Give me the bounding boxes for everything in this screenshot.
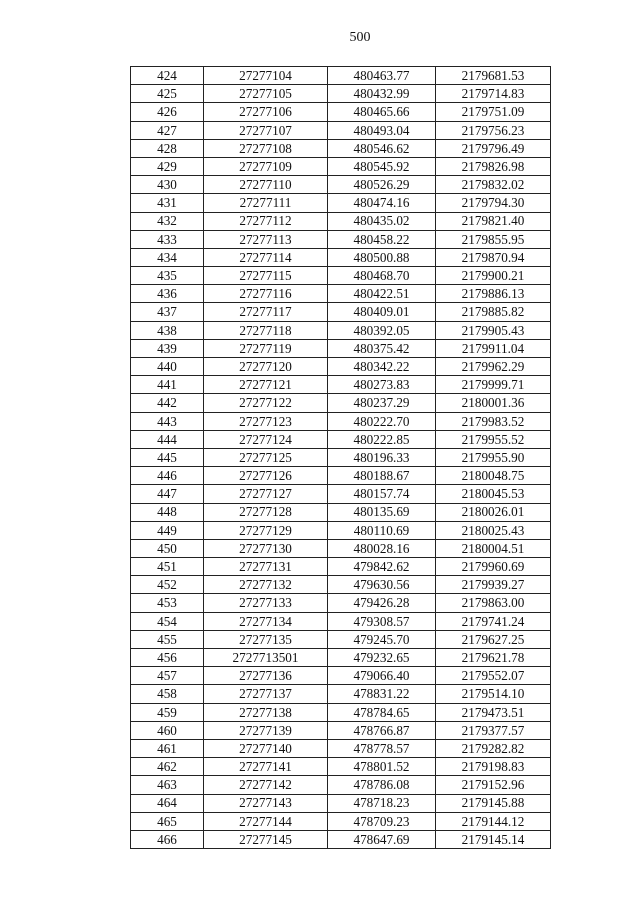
row-index-cell: 458 xyxy=(131,685,204,703)
point-id-cell: 27277125 xyxy=(204,448,328,466)
table-row xyxy=(131,267,551,285)
y-coordinate-cell: 2179870.94 xyxy=(436,248,551,266)
y-coordinate-cell: 2179198.83 xyxy=(436,758,551,776)
row-index-cell: 465 xyxy=(131,812,204,830)
row-index-cell: 457 xyxy=(131,667,204,685)
point-id-cell: 27277130 xyxy=(204,539,328,557)
y-coordinate-cell: 2179905.43 xyxy=(436,321,551,339)
table-row xyxy=(131,358,551,376)
x-coordinate-cell: 480546.62 xyxy=(328,139,436,157)
table-row xyxy=(131,412,551,430)
point-id-cell: 27277116 xyxy=(204,285,328,303)
x-coordinate-cell: 480188.67 xyxy=(328,467,436,485)
y-coordinate-cell: 2179552.07 xyxy=(436,667,551,685)
row-index-cell: 451 xyxy=(131,558,204,576)
table-row xyxy=(131,103,551,121)
x-coordinate-cell: 478778.57 xyxy=(328,739,436,757)
x-coordinate-cell: 480545.92 xyxy=(328,157,436,175)
x-coordinate-cell: 479842.62 xyxy=(328,558,436,576)
x-coordinate-cell: 480222.85 xyxy=(328,430,436,448)
row-index-cell: 453 xyxy=(131,594,204,612)
y-coordinate-cell: 2180045.53 xyxy=(436,485,551,503)
point-id-cell: 27277110 xyxy=(204,176,328,194)
row-index-cell: 464 xyxy=(131,794,204,812)
row-index-cell: 431 xyxy=(131,194,204,212)
point-id-cell: 27277129 xyxy=(204,521,328,539)
table-row xyxy=(131,285,551,303)
point-id-cell: 27277120 xyxy=(204,358,328,376)
table-row xyxy=(131,85,551,103)
table-row xyxy=(131,248,551,266)
point-id-cell: 27277109 xyxy=(204,157,328,175)
y-coordinate-cell: 2179821.40 xyxy=(436,212,551,230)
row-index-cell: 466 xyxy=(131,830,204,848)
table-row xyxy=(131,321,551,339)
y-coordinate-cell: 2179885.82 xyxy=(436,303,551,321)
x-coordinate-cell: 480432.99 xyxy=(328,85,436,103)
point-id-cell: 27277119 xyxy=(204,339,328,357)
x-coordinate-cell: 480273.83 xyxy=(328,376,436,394)
y-coordinate-cell: 2180001.36 xyxy=(436,394,551,412)
row-index-cell: 429 xyxy=(131,157,204,175)
table-row xyxy=(131,594,551,612)
y-coordinate-cell: 2179999.71 xyxy=(436,376,551,394)
row-index-cell: 456 xyxy=(131,649,204,667)
row-index-cell: 440 xyxy=(131,358,204,376)
point-id-cell: 2727713501 xyxy=(204,649,328,667)
y-coordinate-cell: 2180048.75 xyxy=(436,467,551,485)
y-coordinate-cell: 2179621.78 xyxy=(436,649,551,667)
table-row xyxy=(131,721,551,739)
table-row xyxy=(131,812,551,830)
point-id-cell: 27277139 xyxy=(204,721,328,739)
row-index-cell: 443 xyxy=(131,412,204,430)
x-coordinate-cell: 480157.74 xyxy=(328,485,436,503)
y-coordinate-cell: 2179826.98 xyxy=(436,157,551,175)
x-coordinate-cell: 480196.33 xyxy=(328,448,436,466)
row-index-cell: 427 xyxy=(131,121,204,139)
x-coordinate-cell: 480135.69 xyxy=(328,503,436,521)
point-id-cell: 27277121 xyxy=(204,376,328,394)
row-index-cell: 445 xyxy=(131,448,204,466)
row-index-cell: 437 xyxy=(131,303,204,321)
row-index-cell: 461 xyxy=(131,739,204,757)
table-row xyxy=(131,649,551,667)
point-id-cell: 27277138 xyxy=(204,703,328,721)
row-index-cell: 449 xyxy=(131,521,204,539)
y-coordinate-cell: 2179955.90 xyxy=(436,448,551,466)
table-row xyxy=(131,539,551,557)
table-row xyxy=(131,558,551,576)
point-id-cell: 27277106 xyxy=(204,103,328,121)
x-coordinate-cell: 478718.23 xyxy=(328,794,436,812)
x-coordinate-cell: 478766.87 xyxy=(328,721,436,739)
table-row xyxy=(131,503,551,521)
row-index-cell: 435 xyxy=(131,267,204,285)
row-index-cell: 455 xyxy=(131,630,204,648)
table-row xyxy=(131,394,551,412)
y-coordinate-cell: 2179939.27 xyxy=(436,576,551,594)
table-row xyxy=(131,739,551,757)
table-row xyxy=(131,157,551,175)
x-coordinate-cell: 480465.66 xyxy=(328,103,436,121)
y-coordinate-cell: 2179627.25 xyxy=(436,630,551,648)
x-coordinate-cell: 480468.70 xyxy=(328,267,436,285)
table-row xyxy=(131,612,551,630)
point-id-cell: 27277144 xyxy=(204,812,328,830)
row-index-cell: 446 xyxy=(131,467,204,485)
y-coordinate-cell: 2179832.02 xyxy=(436,176,551,194)
table-row xyxy=(131,376,551,394)
x-coordinate-cell: 478786.08 xyxy=(328,776,436,794)
row-index-cell: 428 xyxy=(131,139,204,157)
x-coordinate-cell: 480028.16 xyxy=(328,539,436,557)
table-row xyxy=(131,430,551,448)
table-row xyxy=(131,194,551,212)
row-index-cell: 441 xyxy=(131,376,204,394)
point-id-cell: 27277115 xyxy=(204,267,328,285)
y-coordinate-cell: 2179900.21 xyxy=(436,267,551,285)
y-coordinate-cell: 2179796.49 xyxy=(436,139,551,157)
table-row xyxy=(131,67,551,85)
point-id-cell: 27277111 xyxy=(204,194,328,212)
row-index-cell: 450 xyxy=(131,539,204,557)
table-row xyxy=(131,667,551,685)
x-coordinate-cell: 480342.22 xyxy=(328,358,436,376)
point-id-cell: 27277132 xyxy=(204,576,328,594)
y-coordinate-cell: 2179756.23 xyxy=(436,121,551,139)
table-row xyxy=(131,230,551,248)
x-coordinate-cell: 480375.42 xyxy=(328,339,436,357)
table-row xyxy=(131,830,551,848)
point-id-cell: 27277140 xyxy=(204,739,328,757)
x-coordinate-cell: 480500.88 xyxy=(328,248,436,266)
x-coordinate-cell: 478801.52 xyxy=(328,758,436,776)
point-id-cell: 27277133 xyxy=(204,594,328,612)
point-id-cell: 27277136 xyxy=(204,667,328,685)
y-coordinate-cell: 2179282.82 xyxy=(436,739,551,757)
point-id-cell: 27277142 xyxy=(204,776,328,794)
table-row xyxy=(131,139,551,157)
x-coordinate-cell: 480458.22 xyxy=(328,230,436,248)
table-row xyxy=(131,485,551,503)
y-coordinate-cell: 2179960.69 xyxy=(436,558,551,576)
x-coordinate-cell: 480422.51 xyxy=(328,285,436,303)
x-coordinate-cell: 480409.01 xyxy=(328,303,436,321)
x-coordinate-cell: 478784.65 xyxy=(328,703,436,721)
table-row xyxy=(131,685,551,703)
x-coordinate-cell: 479232.65 xyxy=(328,649,436,667)
table-row xyxy=(131,467,551,485)
y-coordinate-cell: 2179145.88 xyxy=(436,794,551,812)
table-row xyxy=(131,521,551,539)
row-index-cell: 462 xyxy=(131,758,204,776)
x-coordinate-cell: 479245.70 xyxy=(328,630,436,648)
y-coordinate-cell: 2179855.95 xyxy=(436,230,551,248)
point-id-cell: 27277113 xyxy=(204,230,328,248)
y-coordinate-cell: 2179714.83 xyxy=(436,85,551,103)
x-coordinate-cell: 479066.40 xyxy=(328,667,436,685)
row-index-cell: 454 xyxy=(131,612,204,630)
table-row xyxy=(131,794,551,812)
point-id-cell: 27277126 xyxy=(204,467,328,485)
y-coordinate-cell: 2180004.51 xyxy=(436,539,551,557)
x-coordinate-cell: 479630.56 xyxy=(328,576,436,594)
coordinates-table-body xyxy=(131,67,551,849)
y-coordinate-cell: 2180026.01 xyxy=(436,503,551,521)
point-id-cell: 27277114 xyxy=(204,248,328,266)
point-id-cell: 27277145 xyxy=(204,830,328,848)
table-row xyxy=(131,758,551,776)
point-id-cell: 27277108 xyxy=(204,139,328,157)
row-index-cell: 463 xyxy=(131,776,204,794)
point-id-cell: 27277135 xyxy=(204,630,328,648)
y-coordinate-cell: 2179886.13 xyxy=(436,285,551,303)
point-id-cell: 27277134 xyxy=(204,612,328,630)
x-coordinate-cell: 480463.77 xyxy=(328,67,436,85)
table-row xyxy=(131,176,551,194)
y-coordinate-cell: 2179911.04 xyxy=(436,339,551,357)
row-index-cell: 447 xyxy=(131,485,204,503)
point-id-cell: 27277105 xyxy=(204,85,328,103)
row-index-cell: 430 xyxy=(131,176,204,194)
x-coordinate-cell: 480435.02 xyxy=(328,212,436,230)
x-coordinate-cell: 479426.28 xyxy=(328,594,436,612)
row-index-cell: 426 xyxy=(131,103,204,121)
y-coordinate-cell: 2179514.10 xyxy=(436,685,551,703)
point-id-cell: 27277118 xyxy=(204,321,328,339)
table-row xyxy=(131,448,551,466)
table-row xyxy=(131,576,551,594)
row-index-cell: 452 xyxy=(131,576,204,594)
table-row xyxy=(131,339,551,357)
y-coordinate-cell: 2180025.43 xyxy=(436,521,551,539)
point-id-cell: 27277124 xyxy=(204,430,328,448)
row-index-cell: 448 xyxy=(131,503,204,521)
table-row xyxy=(131,630,551,648)
x-coordinate-cell: 480526.29 xyxy=(328,176,436,194)
y-coordinate-cell: 2179741.24 xyxy=(436,612,551,630)
y-coordinate-cell: 2179794.30 xyxy=(436,194,551,212)
point-id-cell: 27277141 xyxy=(204,758,328,776)
coordinates-table xyxy=(130,66,551,849)
row-index-cell: 460 xyxy=(131,721,204,739)
table-row xyxy=(131,776,551,794)
y-coordinate-cell: 2179144.12 xyxy=(436,812,551,830)
y-coordinate-cell: 2179962.29 xyxy=(436,358,551,376)
row-index-cell: 424 xyxy=(131,67,204,85)
point-id-cell: 27277117 xyxy=(204,303,328,321)
y-coordinate-cell: 2179145.14 xyxy=(436,830,551,848)
x-coordinate-cell: 480493.04 xyxy=(328,121,436,139)
row-index-cell: 442 xyxy=(131,394,204,412)
point-id-cell: 27277112 xyxy=(204,212,328,230)
point-id-cell: 27277143 xyxy=(204,794,328,812)
x-coordinate-cell: 479308.57 xyxy=(328,612,436,630)
point-id-cell: 27277128 xyxy=(204,503,328,521)
y-coordinate-cell: 2179377.57 xyxy=(436,721,551,739)
row-index-cell: 444 xyxy=(131,430,204,448)
x-coordinate-cell: 480110.69 xyxy=(328,521,436,539)
table-row xyxy=(131,303,551,321)
row-index-cell: 436 xyxy=(131,285,204,303)
x-coordinate-cell: 480474.16 xyxy=(328,194,436,212)
x-coordinate-cell: 478647.69 xyxy=(328,830,436,848)
point-id-cell: 27277131 xyxy=(204,558,328,576)
x-coordinate-cell: 480237.29 xyxy=(328,394,436,412)
point-id-cell: 27277107 xyxy=(204,121,328,139)
row-index-cell: 432 xyxy=(131,212,204,230)
row-index-cell: 438 xyxy=(131,321,204,339)
y-coordinate-cell: 2179152.96 xyxy=(436,776,551,794)
x-coordinate-cell: 480392.05 xyxy=(328,321,436,339)
row-index-cell: 425 xyxy=(131,85,204,103)
row-index-cell: 434 xyxy=(131,248,204,266)
y-coordinate-cell: 2179473.51 xyxy=(436,703,551,721)
x-coordinate-cell: 478709.23 xyxy=(328,812,436,830)
table-row xyxy=(131,212,551,230)
y-coordinate-cell: 2179863.00 xyxy=(436,594,551,612)
row-index-cell: 439 xyxy=(131,339,204,357)
page-number: 500 xyxy=(349,30,371,45)
x-coordinate-cell: 480222.70 xyxy=(328,412,436,430)
table-row xyxy=(131,703,551,721)
row-index-cell: 433 xyxy=(131,230,204,248)
y-coordinate-cell: 2179983.52 xyxy=(436,412,551,430)
point-id-cell: 27277122 xyxy=(204,394,328,412)
point-id-cell: 27277137 xyxy=(204,685,328,703)
y-coordinate-cell: 2179751.09 xyxy=(436,103,551,121)
table-row xyxy=(131,121,551,139)
y-coordinate-cell: 2179681.53 xyxy=(436,67,551,85)
point-id-cell: 27277123 xyxy=(204,412,328,430)
row-index-cell: 459 xyxy=(131,703,204,721)
y-coordinate-cell: 2179955.52 xyxy=(436,430,551,448)
x-coordinate-cell: 478831.22 xyxy=(328,685,436,703)
point-id-cell: 27277104 xyxy=(204,67,328,85)
point-id-cell: 27277127 xyxy=(204,485,328,503)
